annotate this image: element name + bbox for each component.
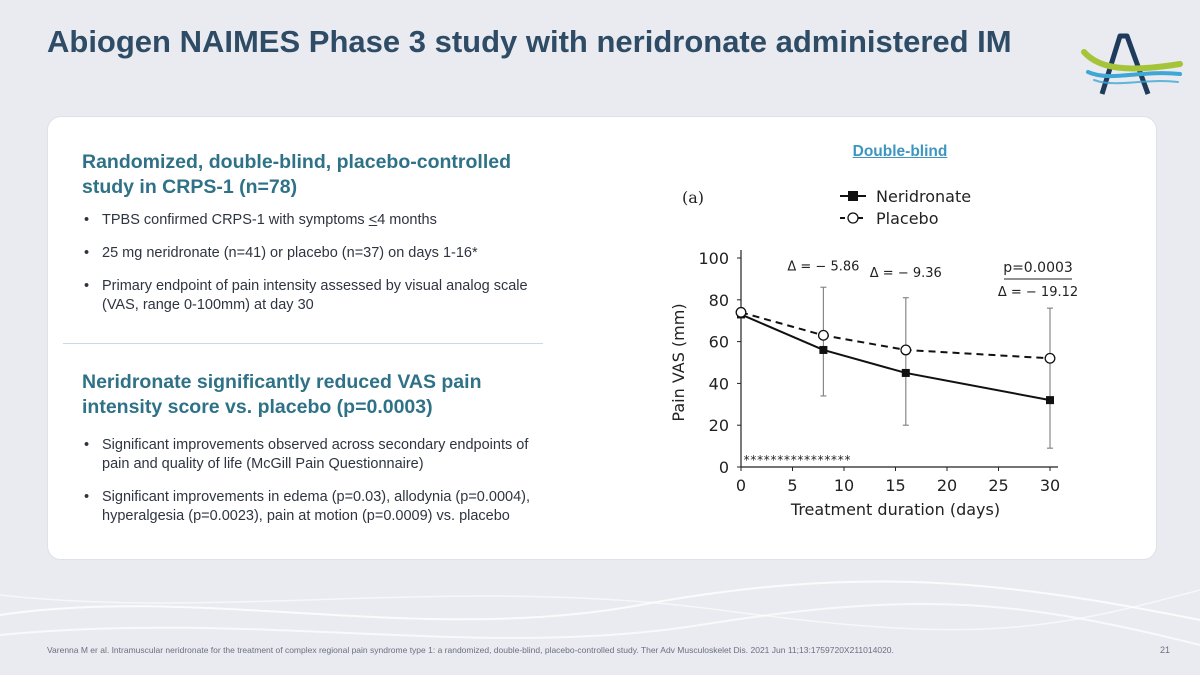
x-tick-label: 30 [1039,476,1061,495]
page-number: 21 [1159,645,1170,655]
bullet-item: • Significant improvements in edema (p=0.03), allodynia (p=0.0004), hyperalgesia (p=0.0023), pain at motion (p=0.0009) vs. placebo [82,488,552,526]
y-tick-label: 20 [708,416,729,436]
delta-annotation: Δ = − 5.86 [787,259,860,275]
data-point-placebo [736,308,746,318]
bullet-item: • 25 mg neridronate (n=41) or placebo (n=37) on days 1-16* [82,244,542,263]
bullet-item: • Primary endpoint of pain intensity assessed by visual analog scale (VAS, range 0-100mm) at day 30 [82,277,542,315]
double-blind-link[interactable]: Double-blind [852,143,948,160]
x-axis-title: Treatment duration (days) [790,500,1001,519]
delta-annotation: Δ = − 19.12 [997,285,1079,300]
background-waves [0,560,1200,675]
y-tick-label: 80 [708,290,729,310]
data-point-neridronate [1046,396,1054,404]
x-tick-label: 25 [988,476,1009,495]
legend-marker-neridronate [848,191,858,201]
section2-bullets [82,436,552,540]
section1-bullets [82,211,542,329]
p-value-annotation: p=0.0003 [1003,260,1073,276]
section-divider [63,343,543,344]
data-point-placebo [901,345,911,355]
company-logo [1080,30,1184,98]
data-point-placebo [1045,354,1055,364]
significance-asterisks: **************** [743,453,851,467]
less-or-equal-mark: < [368,212,378,228]
legend-label-neridronate: Neridronate [876,187,972,206]
x-tick-label: 15 [885,476,906,495]
x-tick-label: 5 [787,476,798,495]
legend-label-placebo: Placebo [876,209,939,228]
y-tick-label: 40 [708,374,729,394]
x-tick-label: 20 [936,476,958,495]
section2-heading: Neridronate significantly reduced VAS pain intensity score vs. placebo (p=0.0003) [82,371,482,418]
citation-footnote: Varenna M er al. Intramuscular neridronate for the treatment of complex regional pain syndrome type 1: a randomized, double-blind, placebo-controlled study. Ther Adv Musculoskelet Dis. 2021 Jun 11;13:1759720X211014020. [47,645,894,655]
y-tick-label: 60 [708,332,729,352]
data-point-neridronate [819,346,827,354]
bullet-text: TPBS confirmed CRPS-1 with symptoms [102,212,369,228]
series-line-neridronate [741,314,1050,400]
section1-heading: Randomized, double-blind, placebo-controlled study in CRPS-1 (n=78) [82,151,511,198]
x-tick-label: 10 [833,476,855,495]
y-axis-title: Pain VAS (mm) [669,303,688,422]
bullet-item [82,211,542,230]
slide-title: Abiogen NAIMES Phase 3 study with neridronate administered IM [47,24,1012,59]
bullet-text: 4 months [377,212,437,228]
data-point-placebo [819,331,829,341]
data-point-neridronate [902,369,910,377]
logo-blue-wave [1088,72,1180,76]
x-tick-label: 0 [735,476,747,495]
pain-vas-chart [660,180,1100,530]
bullet-item: • Significant improvements observed across secondary endpoints of pain and quality of life (McGill Pain Questionnaire) [82,436,552,474]
delta-annotation: Δ = − 9.36 [869,265,942,281]
y-tick-label: 0 [718,458,729,477]
panel-label: (a) [682,188,705,207]
y-tick-label: 100 [698,249,729,268]
legend-marker-placebo [848,213,858,223]
